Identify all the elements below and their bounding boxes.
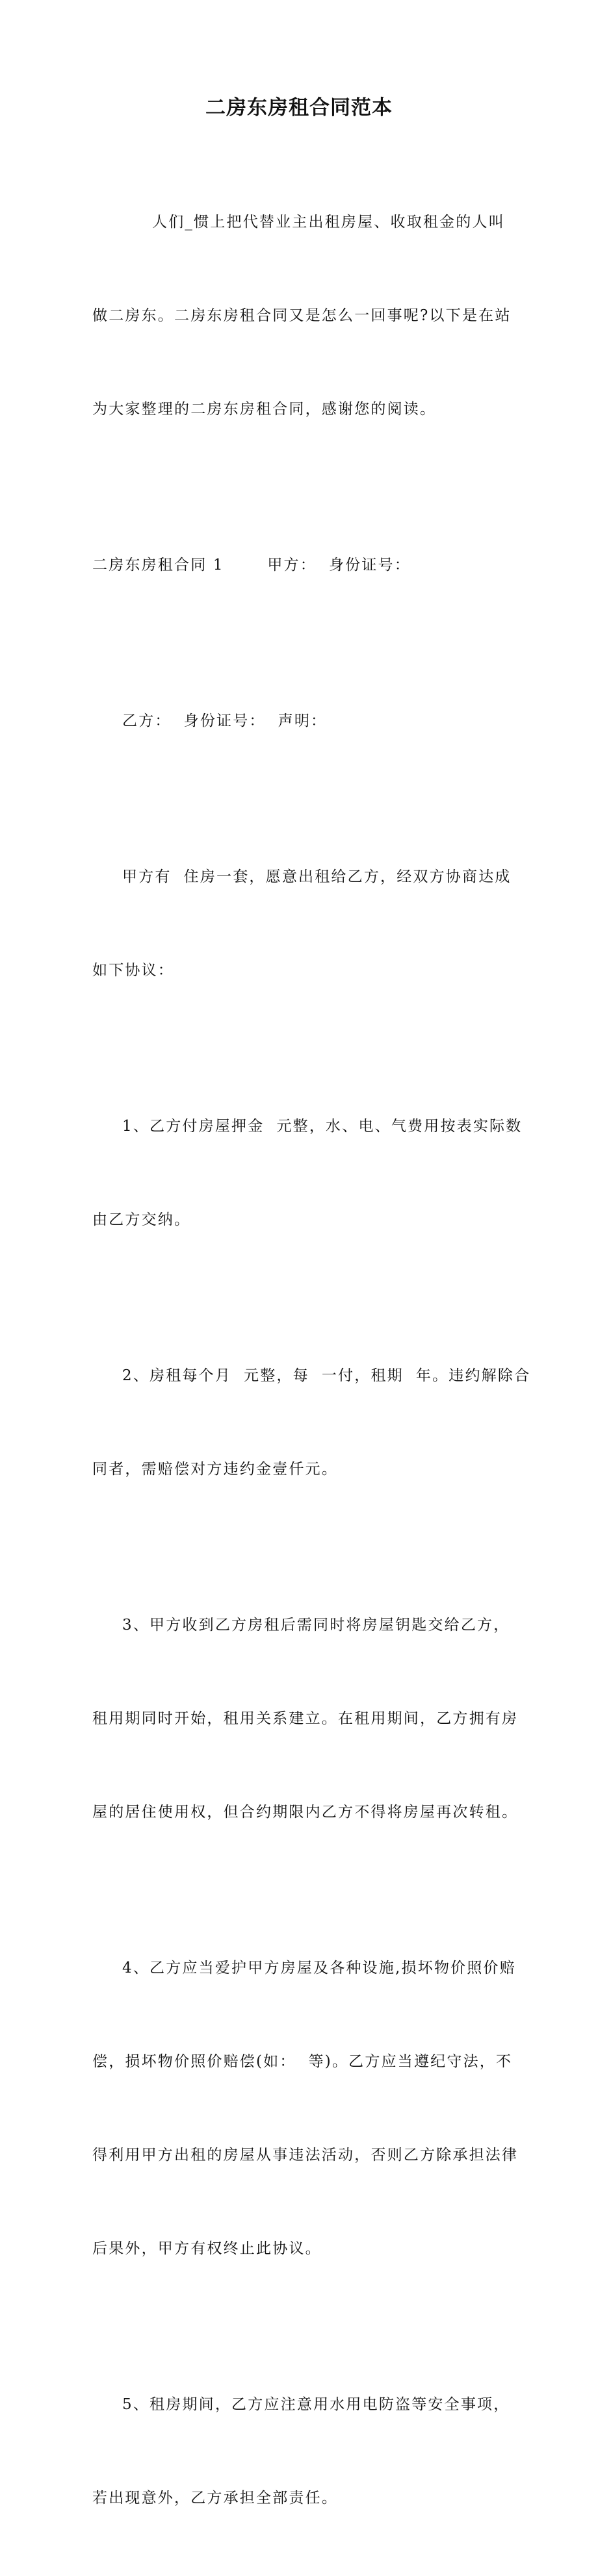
clause-3 [92,1547,519,1890]
text-line: 人们_惯上把代替业主出租房屋、收取租金的人叫 [152,214,505,231]
text-line: 屋的居住使用权，但合约期限内乙方不得将房屋再次转租。 [92,1804,519,1821]
statement-paragraph [92,799,515,1048]
text-line: 后果外，甲方有权终止此协议。 [92,2240,322,2257]
page-title: 二房东房租合同范本 [205,96,393,120]
clause-1 [92,1048,523,1298]
text-line: 同者，需赔偿对方违约金壹仟元。 [92,1461,338,1478]
intro-paragraph [92,144,515,487]
text-line: 做二房东。二房东房租合同又是怎么一回事呢?以下是在站 [92,307,512,324]
text-line: 2、房租每个月 元整，每 一付，租期 年。违约解除合 [122,1367,531,1384]
text-line: 若出现意外，乙方承担全部责任。 [92,2490,338,2507]
text-line: 4、乙方应当爱护甲方房屋及各种设施,损坏物价照价赔 [122,1960,516,1976]
clause-5 [92,2327,515,2576]
text-line: 得利用甲方出租的房屋从事违法活动，否则乙方除承担法律 [92,2147,519,2164]
text-line: 为大家整理的二房东房租合同，感谢您的阅读。 [92,401,437,418]
text-line: 3、甲方收到乙方房租后需同时将房屋钥匙交给乙方， [122,1617,510,1634]
text-line: 乙方： 身份证号： 声明： [122,713,328,729]
clause-4 [92,1890,519,2327]
text-line: 由乙方交纳。 [92,1211,191,1228]
clause-2 [92,1298,531,1547]
party-b-line [92,643,515,799]
text-line: 二房东房租合同 1 甲方： 身份证号： [92,557,411,574]
text-line: 甲方有 住房一套，愿意出租给乙方，经双方协商达成 [122,868,512,885]
document-body [92,144,531,2576]
text-line: 5、租房期间，乙方应注意用水用电防盗等安全事项， [122,2396,510,2413]
contract-heading [92,487,515,643]
text-line: 如下协议： [92,962,174,979]
text-line: 1、乙方付房屋押金 元整，水、电、气费用按表实际数 [122,1118,523,1135]
text-line: 偿，损坏物价照价赔偿(如： 等)。乙方应当遵纪守法，不 [92,2053,513,2070]
text-line: 租用期同时开始，租用关系建立。在租用期间，乙方拥有房 [92,1710,519,1727]
